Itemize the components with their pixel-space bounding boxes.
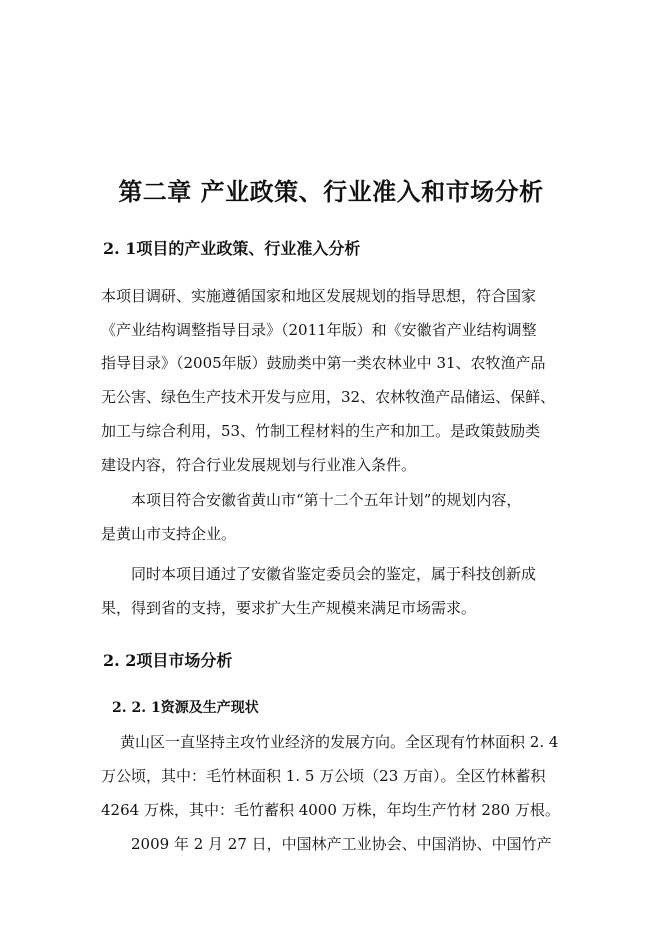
section-2-1-heading: 2. 1项目的产业政策、行业准入分析 [103, 239, 361, 258]
paragraph-line: 本项目符合安徽省黄山市“第十二个五年计划”的规划内容， [131, 491, 522, 509]
section-2-2-heading: 2. 2项目市场分析 [103, 651, 233, 670]
chapter-title: 第二章 产业政策、行业准入和市场分析 [118, 177, 544, 206]
paragraph-line: 4264 万株，其中：毛竹蓄积 4000 万株，年均生产竹材 280 万根。 [101, 801, 560, 819]
paragraph-line: 无公害、绿色生产技术开发与应用，32、农林牧渔产品储运、保鲜、 [101, 388, 556, 406]
paragraph-line: 加工与综合利用，53、竹制工程材料的生产和加工。是政策鼓励类 [101, 422, 541, 440]
subsection-2-2-1-heading: 2. 2. 1资源及生产现状 [112, 700, 259, 716]
paragraph-line: 同时本项目通过了安徽省鉴定委员会的鉴定，属于科技创新成 [131, 565, 537, 583]
paragraph-line: 《产业结构调整指导目录》（2011年版）和《安徽省产业结构调整 [101, 321, 537, 339]
paragraph-line: 万公顷，其中：毛竹林面积 1. 5 万公顷（23 万亩）。全区竹林蓄积 [101, 767, 546, 785]
paragraph-line: 是黄山市支持企业。 [101, 525, 237, 543]
paragraph-line: 指导目录》（2005年版）鼓励类中第一类农林业中 31、农牧渔产品 [101, 354, 546, 372]
paragraph-line: 果，得到省的支持，要求扩大生产规模来满足市场需求。 [101, 599, 477, 617]
paragraph-line: 本项目调研、实施遵循国家和地区发展规划的指导思想，符合国家 [101, 287, 537, 305]
paragraph-line: 2009 年 2 月 27 日，中国林产工业协会、中国消协、中国竹产 [131, 835, 552, 853]
paragraph-line: 建设内容，符合行业发展规划与行业准入条件。 [101, 456, 417, 474]
paragraph-line: 黄山区一直坚持主攻竹业经济的发展方向。全区现有竹林面积 2. 4 [120, 733, 559, 751]
